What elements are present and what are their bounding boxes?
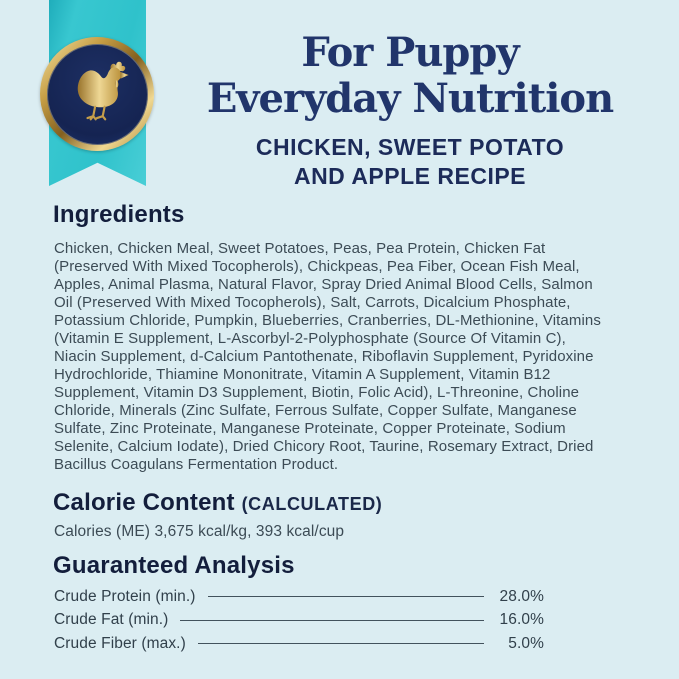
ingredients-line: Potassium Chloride, Pumpkin, Blueberries, Cranberries, DL-Methionine, Vitamins (54, 312, 601, 329)
product-title-line2: Everyday Nutrition (206, 75, 614, 122)
calorie-content-heading (53, 489, 382, 517)
ingredients-line: Apples, Animal Plasma, Natural Flavor, Spray Dried Animal Blood Cells, Salmon (54, 276, 593, 293)
product-title-line1: For Puppy (301, 29, 519, 76)
recipe-subtitle (145, 133, 675, 191)
badge-circle (47, 44, 148, 145)
chicken-badge (40, 37, 154, 151)
leader-line (198, 643, 484, 644)
recipe-subtitle-line1: CHICKEN, SWEET POTATO (255, 134, 565, 160)
header (145, 30, 675, 191)
ga-row-value: 5.0% (508, 634, 544, 652)
ingredients-heading: Ingredients (53, 201, 185, 228)
ingredients-line: Oil (Preserved With Mixed Tocopherols), Salt, Carrots, Dicalcium Phosphate, (54, 294, 571, 311)
guaranteed-analysis-table (54, 585, 544, 656)
calorie-content-heading-suffix: (CALCULATED) (241, 494, 383, 514)
ingredients-line: (Vitamin E Supplement, L-Ascorbyl-2-Polyphosphate (Source Of Vitamin C), (54, 330, 566, 347)
table-row (54, 632, 544, 656)
leader-line (208, 596, 484, 597)
table-row (54, 609, 544, 633)
ga-row-label: Crude Protein (min.) (54, 587, 196, 605)
ga-row-value: 16.0% (499, 611, 544, 629)
ga-row-label: Crude Fiber (max.) (54, 634, 186, 652)
ingredients-line: Niacin Supplement, d-Calcium Pantothenate, Riboflavin Supplement, Pyridoxine (54, 348, 594, 365)
chicken-icon (59, 56, 135, 132)
ingredients-line: Supplement, Vitamin D3 Supplement, Biotin, Folic Acid), L-Threonine, Choline (54, 384, 580, 401)
ingredients-line: (Preserved With Mixed Tocopherols), Chickpeas, Pea Fiber, Ocean Fish Meal, (54, 258, 580, 275)
ingredients-text (54, 240, 601, 474)
ga-row-label: Crude Fat (min.) (54, 611, 169, 629)
leader-line (180, 620, 484, 621)
ingredients-line: Chicken, Chicken Meal, Sweet Potatoes, Peas, Pea Protein, Chicken Fat (54, 240, 546, 257)
ingredients-line: Sulfate, Zinc Proteinate, Manganese Proteinate, Copper Proteinate, Sodium (54, 420, 566, 437)
ga-row-value: 28.0% (499, 587, 544, 605)
table-row (54, 585, 544, 609)
ingredients-line: Selenite, Calcium Iodate), Dried Chicory Root, Taurine, Rosemary Extract, Dried (54, 438, 594, 455)
guaranteed-analysis-heading: Guaranteed Analysis (53, 552, 295, 579)
ingredients-line: Bacillus Coagulans Fermentation Product. (54, 456, 339, 473)
ingredients-line: Hydrochloride, Thiamine Mononitrate, Vitamin A Supplement, Vitamin B12 (54, 366, 551, 383)
calorie-content-heading-text: Calorie Content (53, 489, 235, 516)
ingredients-line: Chloride, Minerals (Zinc Sulfate, Ferrous Sulfate, Copper Sulfate, Manganese (54, 402, 577, 419)
calories-value: Calories (ME) 3,675 kcal/kg, 393 kcal/cup (54, 523, 345, 540)
recipe-subtitle-line2: AND APPLE RECIPE (293, 163, 527, 189)
